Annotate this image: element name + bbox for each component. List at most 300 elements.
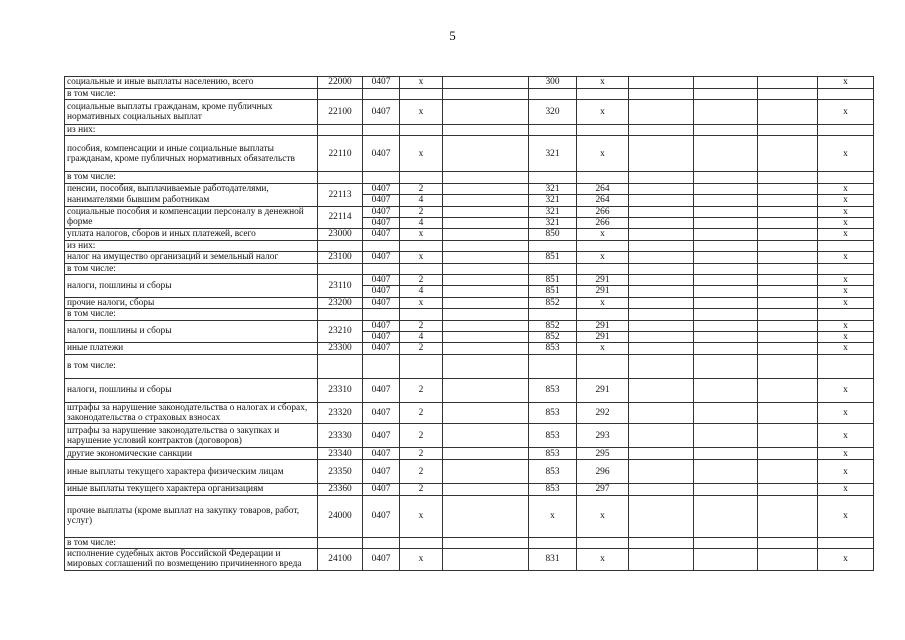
cell-col-10: [758, 125, 818, 136]
cell-col-6: [529, 125, 577, 136]
cell-col-7: x: [577, 252, 629, 264]
cell-col-10: [758, 77, 818, 89]
cell-col-5: [443, 331, 529, 342]
cell-col-8: [629, 331, 694, 342]
cell-col-5: [443, 320, 529, 331]
table-row: [65, 125, 874, 136]
cell-col-9: [694, 320, 758, 331]
table-row: [65, 460, 874, 484]
cell-col-5: [443, 286, 529, 297]
table-row: [65, 206, 874, 217]
table-row: [65, 100, 874, 125]
cell-col-6: [529, 172, 577, 183]
cell-col-9: [694, 77, 758, 89]
cell-col-7: 291: [577, 275, 629, 286]
table-row: [65, 355, 874, 379]
cell-col-11: x: [818, 229, 874, 241]
cell-col-8: [629, 460, 694, 484]
row-code: 23210: [318, 320, 363, 342]
cell-col-6: 853: [529, 343, 577, 355]
cell-col-7: [577, 355, 629, 379]
cell-col-8: [629, 355, 694, 379]
cell-col-11: x: [818, 495, 874, 537]
cell-col-4: 2: [400, 275, 443, 286]
cell-col-6: 851: [529, 275, 577, 286]
cell-col-6: x: [529, 495, 577, 537]
cell-col-7: [577, 241, 629, 252]
cell-col-9: [694, 331, 758, 342]
cell-col-3: 0407: [363, 206, 400, 217]
cell-col-10: [758, 89, 818, 100]
cell-col-4: 4: [400, 331, 443, 342]
cell-col-5: [443, 252, 529, 264]
cell-col-4: x: [400, 252, 443, 264]
cell-col-11: x: [818, 379, 874, 403]
cell-col-5: [443, 100, 529, 125]
cell-col-4: 2: [400, 343, 443, 355]
row-name: другие экономические санкции: [65, 448, 318, 460]
cell-col-3: [363, 241, 400, 252]
cell-col-7: x: [577, 495, 629, 537]
row-code: [318, 241, 363, 252]
row-name: в том числе:: [65, 89, 318, 100]
cell-col-7: 291: [577, 320, 629, 331]
row-name: налоги, пошлины и сборы: [65, 320, 318, 342]
cell-col-5: [443, 229, 529, 241]
row-code: 23300: [318, 343, 363, 355]
table-row: [65, 495, 874, 537]
cell-col-9: [694, 125, 758, 136]
cell-col-9: [694, 252, 758, 264]
table-row: [65, 297, 874, 309]
cell-col-8: [629, 424, 694, 448]
row-name: штрафы за нарушение законодательства о налогах и сборах, законодательства о страховых взносах: [65, 403, 318, 424]
cell-col-11: x: [818, 77, 874, 89]
cell-col-8: [629, 77, 694, 89]
cell-col-10: [758, 195, 818, 207]
cell-col-10: [758, 100, 818, 125]
table-row: [65, 320, 874, 331]
row-name: из них:: [65, 125, 318, 136]
cell-col-10: [758, 460, 818, 484]
cell-col-11: x: [818, 100, 874, 125]
cell-col-9: [694, 484, 758, 495]
row-code: [318, 309, 363, 321]
budget-table: [64, 76, 874, 571]
cell-col-8: [629, 89, 694, 100]
cell-col-7: [577, 309, 629, 321]
cell-col-8: [629, 379, 694, 403]
cell-col-4: [400, 355, 443, 379]
cell-col-4: x: [400, 136, 443, 172]
cell-col-6: [529, 537, 577, 549]
cell-col-10: [758, 275, 818, 286]
cell-col-3: 0407: [363, 424, 400, 448]
cell-col-4: 2: [400, 183, 443, 195]
row-name: иные платежи: [65, 343, 318, 355]
cell-col-7: x: [577, 136, 629, 172]
cell-col-5: [443, 195, 529, 207]
cell-col-3: 0407: [363, 320, 400, 331]
cell-col-7: 297: [577, 484, 629, 495]
cell-col-6: 831: [529, 549, 577, 570]
cell-col-10: [758, 403, 818, 424]
cell-col-10: [758, 172, 818, 183]
row-name: пособия, компенсации и иные социальные выплаты гражданам, кроме публичных нормативных обязательств: [65, 136, 318, 172]
table-row: [65, 343, 874, 355]
cell-col-11: x: [818, 343, 874, 355]
table-row: [65, 549, 874, 570]
cell-col-3: [363, 537, 400, 549]
table-row: [65, 252, 874, 264]
cell-col-3: 0407: [363, 217, 400, 228]
cell-col-8: [629, 309, 694, 321]
cell-col-7: [577, 537, 629, 549]
cell-col-9: [694, 275, 758, 286]
cell-col-5: [443, 424, 529, 448]
cell-col-6: 852: [529, 331, 577, 342]
row-code: 22114: [318, 206, 363, 228]
row-name: в том числе:: [65, 537, 318, 549]
cell-col-5: [443, 206, 529, 217]
cell-col-9: [694, 355, 758, 379]
cell-col-5: [443, 263, 529, 275]
cell-col-6: [529, 89, 577, 100]
cell-col-8: [629, 136, 694, 172]
cell-col-7: [577, 172, 629, 183]
cell-col-4: [400, 309, 443, 321]
cell-col-5: [443, 549, 529, 570]
cell-col-9: [694, 549, 758, 570]
cell-col-7: 291: [577, 379, 629, 403]
cell-col-8: [629, 549, 694, 570]
cell-col-8: [629, 206, 694, 217]
cell-col-11: x: [818, 484, 874, 495]
cell-col-10: [758, 379, 818, 403]
row-name: налог на имущество организаций и земельный налог: [65, 252, 318, 264]
cell-col-8: [629, 275, 694, 286]
cell-col-4: [400, 125, 443, 136]
cell-col-6: 853: [529, 448, 577, 460]
cell-col-4: [400, 263, 443, 275]
cell-col-6: [529, 309, 577, 321]
row-code: 23360: [318, 484, 363, 495]
cell-col-8: [629, 286, 694, 297]
cell-col-6: [529, 263, 577, 275]
table-row: [65, 172, 874, 183]
row-name: социальные и иные выплаты населению, всего: [65, 77, 318, 89]
row-code: 22110: [318, 136, 363, 172]
page-number: 5: [449, 28, 456, 43]
cell-col-8: [629, 172, 694, 183]
cell-col-4: 4: [400, 195, 443, 207]
cell-col-9: [694, 537, 758, 549]
cell-col-8: [629, 484, 694, 495]
cell-col-8: [629, 229, 694, 241]
cell-col-5: [443, 275, 529, 286]
cell-col-8: [629, 448, 694, 460]
cell-col-6: 853: [529, 424, 577, 448]
cell-col-4: x: [400, 297, 443, 309]
row-code: 23320: [318, 403, 363, 424]
cell-col-3: [363, 125, 400, 136]
cell-col-3: 0407: [363, 77, 400, 89]
cell-col-8: [629, 241, 694, 252]
cell-col-5: [443, 484, 529, 495]
cell-col-4: 2: [400, 424, 443, 448]
cell-col-3: 0407: [363, 460, 400, 484]
cell-col-3: 0407: [363, 448, 400, 460]
cell-col-11: [818, 241, 874, 252]
cell-col-5: [443, 241, 529, 252]
row-name: иные выплаты текущего характера организациям: [65, 484, 318, 495]
cell-col-9: [694, 343, 758, 355]
cell-col-8: [629, 252, 694, 264]
cell-col-4: 2: [400, 206, 443, 217]
row-code: 22100: [318, 100, 363, 125]
row-name: прочие выплаты (кроме выплат на закупку товаров, работ, услуг): [65, 495, 318, 537]
cell-col-9: [694, 89, 758, 100]
cell-col-11: x: [818, 275, 874, 286]
cell-col-5: [443, 495, 529, 537]
cell-col-3: [363, 172, 400, 183]
cell-col-3: [363, 263, 400, 275]
cell-col-9: [694, 136, 758, 172]
cell-col-10: [758, 286, 818, 297]
row-code: 22000: [318, 77, 363, 89]
cell-col-5: [443, 125, 529, 136]
cell-col-9: [694, 172, 758, 183]
cell-col-6: 321: [529, 136, 577, 172]
cell-col-10: [758, 297, 818, 309]
cell-col-6: 853: [529, 379, 577, 403]
cell-col-11: x: [818, 320, 874, 331]
row-code: [318, 537, 363, 549]
cell-col-10: [758, 136, 818, 172]
cell-col-4: 2: [400, 448, 443, 460]
cell-col-11: [818, 355, 874, 379]
cell-col-3: 0407: [363, 195, 400, 207]
cell-col-10: [758, 229, 818, 241]
cell-col-3: 0407: [363, 252, 400, 264]
cell-col-11: x: [818, 549, 874, 570]
cell-col-10: [758, 309, 818, 321]
cell-col-9: [694, 424, 758, 448]
cell-col-7: 264: [577, 183, 629, 195]
cell-col-11: [818, 89, 874, 100]
row-name: социальные выплаты гражданам, кроме публичных нормативных социальных выплат: [65, 100, 318, 125]
row-name: налоги, пошлины и сборы: [65, 379, 318, 403]
cell-col-9: [694, 241, 758, 252]
cell-col-3: 0407: [363, 286, 400, 297]
table-row: [65, 263, 874, 275]
cell-col-7: [577, 89, 629, 100]
cell-col-3: 0407: [363, 549, 400, 570]
cell-col-5: [443, 343, 529, 355]
cell-col-7: 296: [577, 460, 629, 484]
cell-col-11: x: [818, 448, 874, 460]
cell-col-10: [758, 537, 818, 549]
cell-col-8: [629, 195, 694, 207]
row-code: 23350: [318, 460, 363, 484]
cell-col-5: [443, 355, 529, 379]
cell-col-4: x: [400, 77, 443, 89]
row-name: уплата налогов, сборов и иных платежей, всего: [65, 229, 318, 241]
cell-col-4: 2: [400, 460, 443, 484]
cell-col-11: x: [818, 424, 874, 448]
row-code: 23310: [318, 379, 363, 403]
row-code: 22113: [318, 183, 363, 206]
row-name: из них:: [65, 241, 318, 252]
row-code: 23100: [318, 252, 363, 264]
cell-col-10: [758, 424, 818, 448]
cell-col-10: [758, 355, 818, 379]
cell-col-9: [694, 195, 758, 207]
table-row: [65, 403, 874, 424]
cell-col-6: 851: [529, 286, 577, 297]
cell-col-11: x: [818, 206, 874, 217]
cell-col-3: [363, 355, 400, 379]
row-name: иные выплаты текущего характера физическим лицам: [65, 460, 318, 484]
cell-col-4: x: [400, 100, 443, 125]
cell-col-9: [694, 460, 758, 484]
cell-col-8: [629, 495, 694, 537]
cell-col-5: [443, 89, 529, 100]
cell-col-8: [629, 183, 694, 195]
row-code: 23340: [318, 448, 363, 460]
cell-col-3: [363, 309, 400, 321]
cell-col-4: x: [400, 229, 443, 241]
row-name: социальные пособия и компенсации персоналу в денежной форме: [65, 206, 318, 228]
cell-col-5: [443, 448, 529, 460]
cell-col-7: 266: [577, 217, 629, 228]
cell-col-5: [443, 537, 529, 549]
cell-col-6: 850: [529, 229, 577, 241]
cell-col-11: x: [818, 195, 874, 207]
table-row: [65, 275, 874, 286]
cell-col-9: [694, 448, 758, 460]
cell-col-3: 0407: [363, 495, 400, 537]
cell-col-8: [629, 100, 694, 125]
cell-col-3: 0407: [363, 136, 400, 172]
cell-col-11: [818, 263, 874, 275]
cell-col-7: x: [577, 229, 629, 241]
cell-col-7: 292: [577, 403, 629, 424]
cell-col-9: [694, 309, 758, 321]
cell-col-4: [400, 537, 443, 549]
cell-col-7: x: [577, 343, 629, 355]
cell-col-9: [694, 229, 758, 241]
cell-col-4: x: [400, 495, 443, 537]
cell-col-11: [818, 172, 874, 183]
table-row: [65, 241, 874, 252]
cell-col-9: [694, 206, 758, 217]
cell-col-10: [758, 343, 818, 355]
row-name: в том числе:: [65, 172, 318, 183]
row-name: в том числе:: [65, 263, 318, 275]
cell-col-7: x: [577, 100, 629, 125]
cell-col-10: [758, 484, 818, 495]
cell-col-9: [694, 286, 758, 297]
row-name: исполнение судебных актов Российской Федерации и мировых соглашений по возмещению причиненного вреда: [65, 549, 318, 570]
cell-col-11: x: [818, 286, 874, 297]
cell-col-7: [577, 263, 629, 275]
row-code: 24000: [318, 495, 363, 537]
cell-col-3: 0407: [363, 379, 400, 403]
cell-col-5: [443, 460, 529, 484]
table-row: [65, 77, 874, 89]
cell-col-6: [529, 241, 577, 252]
cell-col-6: 851: [529, 252, 577, 264]
cell-col-6: 852: [529, 297, 577, 309]
table-row: [65, 424, 874, 448]
cell-col-7: 293: [577, 424, 629, 448]
cell-col-10: [758, 263, 818, 275]
row-name: пенсии, пособия, выплачиваемые работодателями, нанимателями бывшим работникам: [65, 183, 318, 206]
row-name: прочие налоги, сборы: [65, 297, 318, 309]
cell-col-9: [694, 263, 758, 275]
cell-col-3: 0407: [363, 100, 400, 125]
cell-col-11: [818, 537, 874, 549]
cell-col-8: [629, 403, 694, 424]
cell-col-11: x: [818, 217, 874, 228]
cell-col-11: x: [818, 331, 874, 342]
cell-col-8: [629, 263, 694, 275]
cell-col-5: [443, 77, 529, 89]
cell-col-11: x: [818, 183, 874, 195]
cell-col-10: [758, 217, 818, 228]
row-code: [318, 89, 363, 100]
row-name: штрафы за нарушение законодательства о закупках и нарушение условий контрактов (договоров): [65, 424, 318, 448]
cell-col-6: 853: [529, 403, 577, 424]
cell-col-6: 321: [529, 217, 577, 228]
row-code: 23000: [318, 229, 363, 241]
cell-col-8: [629, 217, 694, 228]
cell-col-8: [629, 537, 694, 549]
cell-col-6: [529, 355, 577, 379]
cell-col-6: 321: [529, 195, 577, 207]
cell-col-11: x: [818, 252, 874, 264]
cell-col-7: [577, 125, 629, 136]
cell-col-4: x: [400, 549, 443, 570]
cell-col-11: x: [818, 297, 874, 309]
cell-col-11: x: [818, 136, 874, 172]
cell-col-5: [443, 183, 529, 195]
row-code: 23200: [318, 297, 363, 309]
cell-col-3: 0407: [363, 331, 400, 342]
cell-col-7: x: [577, 297, 629, 309]
cell-col-5: [443, 136, 529, 172]
cell-col-3: 0407: [363, 229, 400, 241]
table-row: [65, 379, 874, 403]
cell-col-10: [758, 448, 818, 460]
cell-col-6: 320: [529, 100, 577, 125]
cell-col-5: [443, 403, 529, 424]
cell-col-3: 0407: [363, 403, 400, 424]
cell-col-7: x: [577, 77, 629, 89]
cell-col-6: 852: [529, 320, 577, 331]
cell-col-7: 291: [577, 286, 629, 297]
table-row: [65, 183, 874, 195]
cell-col-4: 2: [400, 403, 443, 424]
row-code: [318, 172, 363, 183]
cell-col-5: [443, 172, 529, 183]
cell-col-3: 0407: [363, 297, 400, 309]
cell-col-6: 321: [529, 206, 577, 217]
cell-col-10: [758, 241, 818, 252]
cell-col-11: [818, 309, 874, 321]
cell-col-7: x: [577, 549, 629, 570]
